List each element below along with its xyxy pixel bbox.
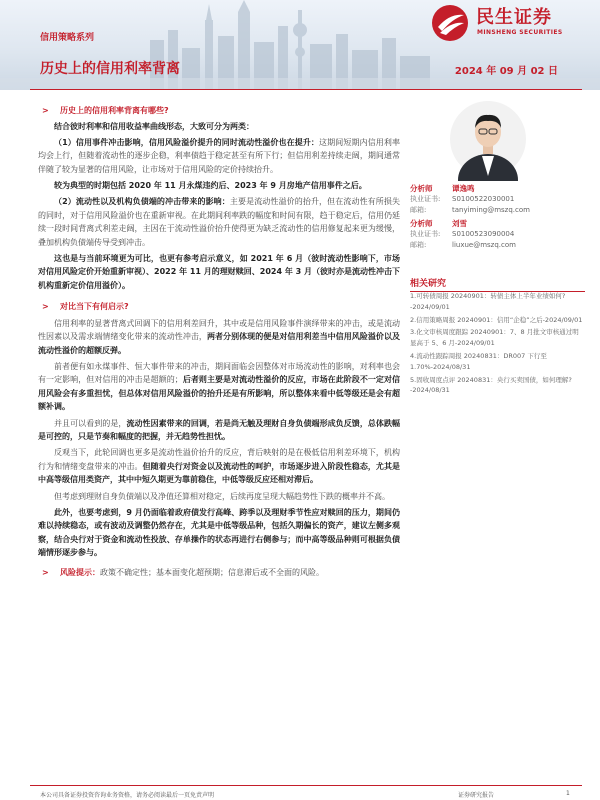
page-header xyxy=(0,0,600,90)
body-text: 信用利率的显著背离式回调下的信用利差回升，其中或是信用风险事件演绎带来的冲击，或是流动性因素以及需求端情绪变化带来的流动性冲击， xyxy=(38,318,400,342)
logo-chinese-name: 民生证券 xyxy=(476,7,552,28)
email-key: 邮箱: xyxy=(410,241,427,249)
minsheng-logo-icon xyxy=(428,3,472,43)
paragraph xyxy=(38,506,400,560)
cert-key: 执业证书: xyxy=(410,195,441,203)
bold-text: 流动性因素带来的回调，若是尚无触及理财自身负债端形成负反馈，总体跌幅是可控的，只是节奏和幅度的把握，并无趋势性担忧。 xyxy=(38,418,401,441)
analyst-email-row xyxy=(410,240,585,251)
risk-text: 政策不确定性；基本面变化超预期；信息滞后或不全面的风险。 xyxy=(100,567,324,577)
bold-text: 但随着央行对资金以及流动性的呵护，市场逐步进入阶段性稳态，尤其是中高等级信用类资产，其中中短久期更为靠前稳住，中低等级反应还相对滞后。 xyxy=(38,461,400,485)
analyst-name-row xyxy=(410,218,585,229)
related-research-link[interactable]: 4.流动性跟踪周报 20240831：DR007 下行至 1.70%-2024/08/31 xyxy=(410,351,547,371)
bold-text: 结合彼时利率和信用收益率曲线形态，大致可分为两类： xyxy=(54,122,254,132)
report-title: 历史上的信用利率背离 xyxy=(40,61,180,77)
related-research-link[interactable]: 5.固收周度点评 20240831：央行买卖国债，如何理解? -2024/08/31 xyxy=(410,375,572,395)
email-link[interactable]: tanyiming@mszq.com xyxy=(452,206,530,214)
bold-text: （2）流动性以及机构负债端的冲击带来的影响： xyxy=(54,197,230,207)
analyst-label: 分析师 xyxy=(410,184,433,193)
cert-number: S0100523090004 xyxy=(452,230,515,238)
analyst-label: 分析师 xyxy=(410,219,433,228)
paragraph xyxy=(38,179,400,192)
footer-report-type: 证券研究报告 xyxy=(458,792,495,799)
paragraph xyxy=(38,120,400,133)
paragraph xyxy=(38,446,400,486)
logo-english-name: MINSHENG SECURITIES xyxy=(477,29,563,36)
analyst-cert-row xyxy=(410,194,585,205)
body-text: 但考虑到理财自身负债端以及净值还算相对稳定，后续再度呈现大幅趋势性下跌的概率并不高。 xyxy=(54,491,390,501)
page-number: 1 xyxy=(566,790,570,797)
analyst-name-row xyxy=(410,183,585,194)
paragraph xyxy=(38,417,400,444)
analyst-card xyxy=(410,218,585,251)
body-text: 主要是流动性溢价的抬升，但在流动性有所损失的同时，对于信用风险溢价也在重新审视。在此期间利率跌的幅度和时间有限，趋于稳定后，信用仍延续一段时间背离式利差走阔，主因在于流动性溢价抬升使得更为缺乏流动性的信用修复起来更为缓慢，叠加机构负债端传导受到冲击。 xyxy=(38,197,400,247)
analyst-email-row xyxy=(410,205,585,216)
email-link[interactable]: liuxue@mszq.com xyxy=(452,241,516,249)
related-research-heading: 相关研究 xyxy=(410,276,585,292)
header-divider xyxy=(30,89,582,90)
bold-text: 两者分别体现的便是对信用利差当中信用风险溢价以及流动性溢价的超额反弹。 xyxy=(38,332,400,355)
email-key: 邮箱: xyxy=(410,206,427,214)
cert-number: S0100522030001 xyxy=(452,195,515,203)
cert-key: 执业证书: xyxy=(410,230,441,238)
related-research-link[interactable]: 2.信用策略周报 20240901：信用“企稳”之后-2024/09/01 xyxy=(410,315,583,324)
risk-warning xyxy=(38,566,400,579)
report-series: 信用策略系列 xyxy=(40,33,95,43)
body-text: 这期间短期内信用利率均会上行，但随着流动性的逐步企稳，利率债趋于稳定甚至有所下行；但信用利差持续走阔，期间通常伴随了较为显著的信用风险，让市场对于信用风险的定价持续抬升。 xyxy=(38,137,400,174)
bold-text: 较为典型的时期包括 2020 年 11 月永煤违约后、2023 年 9 月房地产信用事件之后。 xyxy=(54,181,367,191)
section-heading-2: > 对比当下有何启示? xyxy=(38,300,400,313)
bold-text: 也要考虑到，9 月仍面临着政府债发行高峰、跨季以及理财季节性应对赎回的压力，期间仍难以持续稳态，或有波动及调整仍然存在，尤其是中低等级品种，包括久期偏长的资产，建议左侧多观察，结合央行对于资金和流动性投放、存单操作的状态再进行右侧参与；而中高等级品种则可根据负债端情形逐步参与。 xyxy=(38,507,400,558)
analyst-name: 刘雪 xyxy=(452,219,467,228)
paragraph xyxy=(38,490,400,503)
analyst-photo xyxy=(443,96,533,181)
related-research-list xyxy=(410,291,585,398)
body-text: 前者便有如永煤事件、恒大事件带来的冲击，期间面临会因整体对市场流动性的影响，对利率也会有一定影响，但对信用的冲击是超额的； xyxy=(38,361,400,385)
analyst-cert-row xyxy=(410,229,585,240)
bold-text: 这也是与当前环境更为可比，也更有参考启示意义，如 2021 年 6 月（彼时流动性影响下，市场对信用风险定价开始重新审视）、2022 年 11 月的理财赎回、2024 年 3 月（彼时亦是流动性冲击下机构重新定价信用溢价）。 xyxy=(38,254,400,290)
paragraph xyxy=(38,136,400,176)
related-research-link[interactable]: 1.可转债周报 20240901：转债主体上半年业绩如何? -2024/09/01 xyxy=(410,292,566,311)
risk-label: 风险提示： xyxy=(60,567,100,577)
footer-disclaimer: 本公司具备证券投资咨询业务资格，请务必阅读最后一页免责声明 xyxy=(40,792,215,799)
company-logo xyxy=(428,3,578,43)
related-research-link[interactable]: 3.化文审核周度跟踪 20240901：7、8 月批文审核通过明显高于 5、6 月-2024/09/01 xyxy=(410,328,579,348)
paragraph xyxy=(38,252,400,292)
footer-divider xyxy=(30,785,582,786)
report-date: 2024 年 09 月 02 日 xyxy=(454,66,558,77)
analyst-card xyxy=(410,183,585,216)
paragraph xyxy=(38,317,400,357)
section-heading-1: > 历史上的信用利率背离有哪些? xyxy=(38,104,400,117)
bold-text: 此外， xyxy=(54,507,79,517)
paragraph xyxy=(38,195,400,249)
bold-text: （1）信用事件冲击影响，信用风险溢价提升的同时流动性溢价也在提升： xyxy=(54,137,320,147)
analyst-name: 谭逸鸣 xyxy=(452,184,475,193)
report-body xyxy=(38,100,400,579)
body-text: 并且可以看到的是， xyxy=(54,418,127,428)
paragraph xyxy=(38,360,400,414)
bold-text: 后者则主要是对流动性溢价的反应，市场在此阶段不一定对信用风险会有多重担忧，但总体对信用风险溢价的抬升还是有所影响，所以整体来看中低等级还是会有超额补调。 xyxy=(38,375,401,412)
body-text: 反观当下，此轮回调也更多是流动性溢价抬升的反应，背后映射的是在极低信用利差环境下，机构行为和情绪变盘带来的冲击。 xyxy=(38,448,400,471)
